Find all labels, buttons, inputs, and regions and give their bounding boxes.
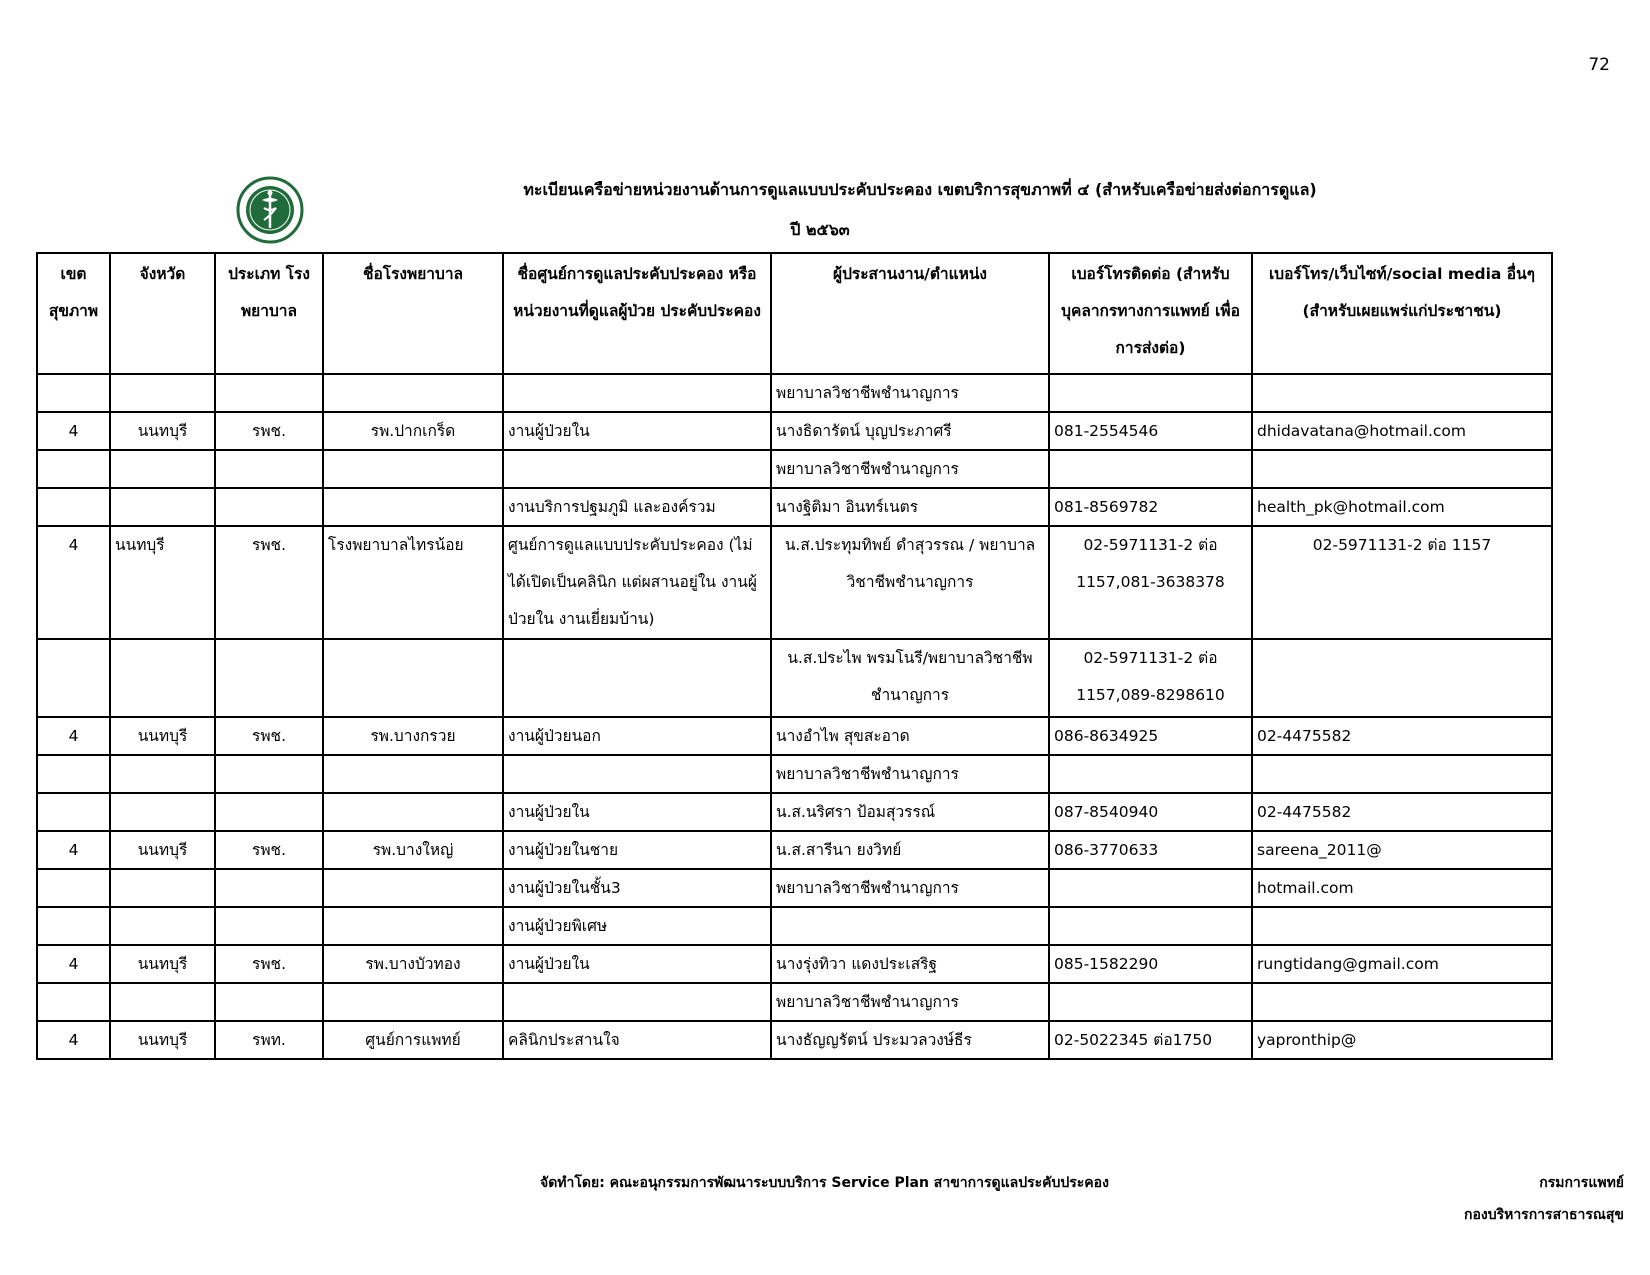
table-cell: นางธิดารัตน์ บุญประภาศรี <box>771 412 1049 450</box>
document-year: ปี ๒๕๖๓ <box>790 220 850 239</box>
table-cell <box>215 793 323 831</box>
table-cell: 081-2554546 <box>1049 412 1252 450</box>
table-cell <box>503 755 771 793</box>
table-cell: dhidavatana@hotmail.com <box>1252 412 1552 450</box>
table-cell <box>323 983 503 1021</box>
table-cell: โรงพยาบาลไทรน้อย <box>323 526 503 639</box>
table-cell: รพช. <box>215 412 323 450</box>
table-cell <box>503 983 771 1021</box>
table-row <box>37 412 1552 450</box>
table-cell: ศูนย์การแพทย์ <box>323 1021 503 1059</box>
table-cell <box>110 374 215 412</box>
table-cell: นางรุ่งทิวา แดงประเสริฐ <box>771 945 1049 983</box>
table-row <box>37 1021 1552 1059</box>
table-cell <box>37 907 110 945</box>
table-cell: 4 <box>37 526 110 639</box>
table-cell: พยาบาลวิชาชีพชำนาญการ <box>771 869 1049 907</box>
table-cell <box>1049 983 1252 1021</box>
table-cell <box>1049 907 1252 945</box>
table-cell: นางธัญญรัตน์ ประมวลวงษ์ธีร <box>771 1021 1049 1059</box>
table-cell: 086-8634925 <box>1049 717 1252 755</box>
table-cell: น.ส.ประทุมทิพย์ ดำสุวรรณ / พยาบาลวิชาชีพชำนาญการ <box>771 526 1049 639</box>
table-cell <box>37 639 110 717</box>
column-header: เบอร์โทรติดต่อ (สำหรับ บุคลากรทางการแพทย์ เพื่อการส่งต่อ) <box>1049 253 1252 374</box>
table-cell: นนทบุรี <box>110 831 215 869</box>
table-cell: 086-3770633 <box>1049 831 1252 869</box>
table-cell <box>37 450 110 488</box>
table-header-row <box>37 253 1552 374</box>
table-cell <box>110 907 215 945</box>
table-cell <box>1252 755 1552 793</box>
table-cell: น.ส.ประไพ พรมโนรี/พยาบาลวิชาชีพ ชำนาญการ <box>771 639 1049 717</box>
table-row <box>37 526 1552 639</box>
table-row <box>37 755 1552 793</box>
table-cell <box>323 639 503 717</box>
table-cell: รพ.บางใหญ่ <box>323 831 503 869</box>
table-cell: ศูนย์การดูแลแบบประคับประคอง (ไม่ได้เปิดเป็นคลินิก แต่ผสานอยู่ใน งานผู้ป่วยใน งานเยี่ยมบ้าน) <box>503 526 771 639</box>
table-cell: rungtidang@gmail.com <box>1252 945 1552 983</box>
table-cell <box>37 793 110 831</box>
table-cell: 4 <box>37 717 110 755</box>
table-cell <box>215 374 323 412</box>
table-cell: hotmail.com <box>1252 869 1552 907</box>
table-cell: รพช. <box>215 945 323 983</box>
column-header: ประเภท โรงพยาบาล <box>215 253 323 374</box>
table-cell <box>323 450 503 488</box>
table-cell <box>37 755 110 793</box>
table-row <box>37 717 1552 755</box>
table-cell <box>215 983 323 1021</box>
table-cell: นนทบุรี <box>110 945 215 983</box>
table-cell: รพช. <box>215 526 323 639</box>
table-cell <box>771 907 1049 945</box>
table-cell: health_pk@hotmail.com <box>1252 488 1552 526</box>
table-cell: 02-5971131-2 ต่อ 1157 <box>1252 526 1552 639</box>
table-cell <box>215 907 323 945</box>
footer-org-line2: กองบริหารการสาธารณสุข <box>1463 1207 1624 1223</box>
table-row <box>37 945 1552 983</box>
table-cell: งานผู้ป่วยนอก <box>503 717 771 755</box>
table-cell: นางอำไพ สุขสะอาด <box>771 717 1049 755</box>
table-row <box>37 639 1552 717</box>
table-cell <box>110 488 215 526</box>
table-cell: คลินิกประสานใจ <box>503 1021 771 1059</box>
footer-credit: จัดทำโดย: คณะอนุกรรมการพัฒนาระบบบริการ Service Plan สาขาการดูแลประคับประคอง <box>540 1175 1109 1191</box>
table-cell: รพท. <box>215 1021 323 1059</box>
table-cell: นนทบุรี <box>110 412 215 450</box>
table-cell: งานผู้ป่วยใน <box>503 412 771 450</box>
table-cell: 02-5971131-2 ต่อ 1157,081-3638378 <box>1049 526 1252 639</box>
table-cell: งานบริการปฐมภูมิ และองค์รวม <box>503 488 771 526</box>
table-cell <box>1252 450 1552 488</box>
table-cell <box>215 755 323 793</box>
table-row <box>37 374 1552 412</box>
table-cell: นนทบุรี <box>110 717 215 755</box>
table-cell <box>37 488 110 526</box>
table-cell <box>1252 639 1552 717</box>
table-cell: 085-1582290 <box>1049 945 1252 983</box>
table-cell: น.ส.นริศรา ป้อมสุวรรณ์ <box>771 793 1049 831</box>
table-row <box>37 488 1552 526</box>
column-header: เขต สุขภาพ <box>37 253 110 374</box>
table-row <box>37 907 1552 945</box>
table-cell <box>215 488 323 526</box>
table-cell <box>323 488 503 526</box>
table-cell: 02-5971131-2 ต่อ 1157,089-8298610 <box>1049 639 1252 717</box>
table-cell: งานผู้ป่วยในชั้น3 <box>503 869 771 907</box>
table-cell <box>37 374 110 412</box>
table-cell <box>110 450 215 488</box>
table-cell: นนทบุรี <box>110 526 215 639</box>
table-cell <box>323 755 503 793</box>
table-row <box>37 983 1552 1021</box>
table-cell: yapronthip@ <box>1252 1021 1552 1059</box>
table-cell <box>215 639 323 717</box>
table-cell: 02-4475582 <box>1252 717 1552 755</box>
table-cell: รพ.บางกรวย <box>323 717 503 755</box>
table-cell: รพช. <box>215 831 323 869</box>
table-cell <box>323 374 503 412</box>
table-cell <box>110 639 215 717</box>
column-header: ชื่อโรงพยาบาล <box>323 253 503 374</box>
footer-org-line1: กรมการแพทย์ <box>1539 1175 1624 1191</box>
table-cell: นางฐิติมา อินทร์เนตร <box>771 488 1049 526</box>
table-cell <box>110 869 215 907</box>
table-cell: งานผู้ป่วยใน <box>503 945 771 983</box>
table-cell: พยาบาลวิชาชีพชำนาญการ <box>771 983 1049 1021</box>
table-cell <box>110 793 215 831</box>
table-cell <box>37 869 110 907</box>
table-cell: sareena_2011@ <box>1252 831 1552 869</box>
table-cell <box>110 983 215 1021</box>
table-cell <box>503 639 771 717</box>
table-cell <box>323 907 503 945</box>
column-header: ชื่อศูนย์การดูแลประคับประคอง หรือ หน่วยงานที่ดูแลผู้ป่วย ประคับประคอง <box>503 253 771 374</box>
table-cell <box>323 793 503 831</box>
table-cell: พยาบาลวิชาชีพชำนาญการ <box>771 450 1049 488</box>
table-cell: 4 <box>37 412 110 450</box>
table-cell <box>503 374 771 412</box>
ministry-seal-icon <box>236 176 304 244</box>
table-cell <box>323 869 503 907</box>
table-cell <box>215 869 323 907</box>
table-cell: พยาบาลวิชาชีพชำนาญการ <box>771 755 1049 793</box>
table-row <box>37 869 1552 907</box>
table-cell: 087-8540940 <box>1049 793 1252 831</box>
table-cell <box>37 983 110 1021</box>
table-cell <box>503 450 771 488</box>
table-cell: 4 <box>37 831 110 869</box>
table-cell: น.ส.สารีนา ยงวิทย์ <box>771 831 1049 869</box>
table-cell <box>1049 374 1252 412</box>
table-cell <box>1049 869 1252 907</box>
table-cell: พยาบาลวิชาชีพชำนาญการ <box>771 374 1049 412</box>
table-cell <box>1049 755 1252 793</box>
table-cell: 4 <box>37 1021 110 1059</box>
table-row <box>37 450 1552 488</box>
table-cell: รพ.ปากเกร็ด <box>323 412 503 450</box>
table-cell: 02-5022345 ต่อ1750 <box>1049 1021 1252 1059</box>
document-title: ทะเบียนเครือข่ายหน่วยงานด้านการดูแลแบบประคับประคอง เขตบริการสุขภาพที่ ๔ (สำหรับเครือข่ายส่งต่อการดูแล) <box>523 180 1317 199</box>
table-cell <box>110 755 215 793</box>
table-cell: 081-8569782 <box>1049 488 1252 526</box>
table-cell: งานผู้ป่วยใน <box>503 793 771 831</box>
table-cell <box>1252 983 1552 1021</box>
table-cell <box>215 450 323 488</box>
table-cell: รพ.บางบัวทอง <box>323 945 503 983</box>
page-number: 72 <box>1588 55 1610 75</box>
table-cell: นนทบุรี <box>110 1021 215 1059</box>
registry-table <box>36 252 1553 1060</box>
table-row <box>37 831 1552 869</box>
table-cell: รพช. <box>215 717 323 755</box>
table-cell <box>1049 450 1252 488</box>
table-cell <box>1252 374 1552 412</box>
column-header: จังหวัด <box>110 253 215 374</box>
column-header: เบอร์โทร/เว็บไซท์/social media อื่นๆ (สำหรับเผยแพร่แก่ประชาชน) <box>1252 253 1552 374</box>
table-cell <box>1252 907 1552 945</box>
table-cell: 4 <box>37 945 110 983</box>
table-cell: งานผู้ป่วยพิเศษ <box>503 907 771 945</box>
column-header: ผู้ประสานงาน/ตำแหน่ง <box>771 253 1049 374</box>
table-cell: 02-4475582 <box>1252 793 1552 831</box>
table-row <box>37 793 1552 831</box>
table-cell: งานผู้ป่วยในชาย <box>503 831 771 869</box>
